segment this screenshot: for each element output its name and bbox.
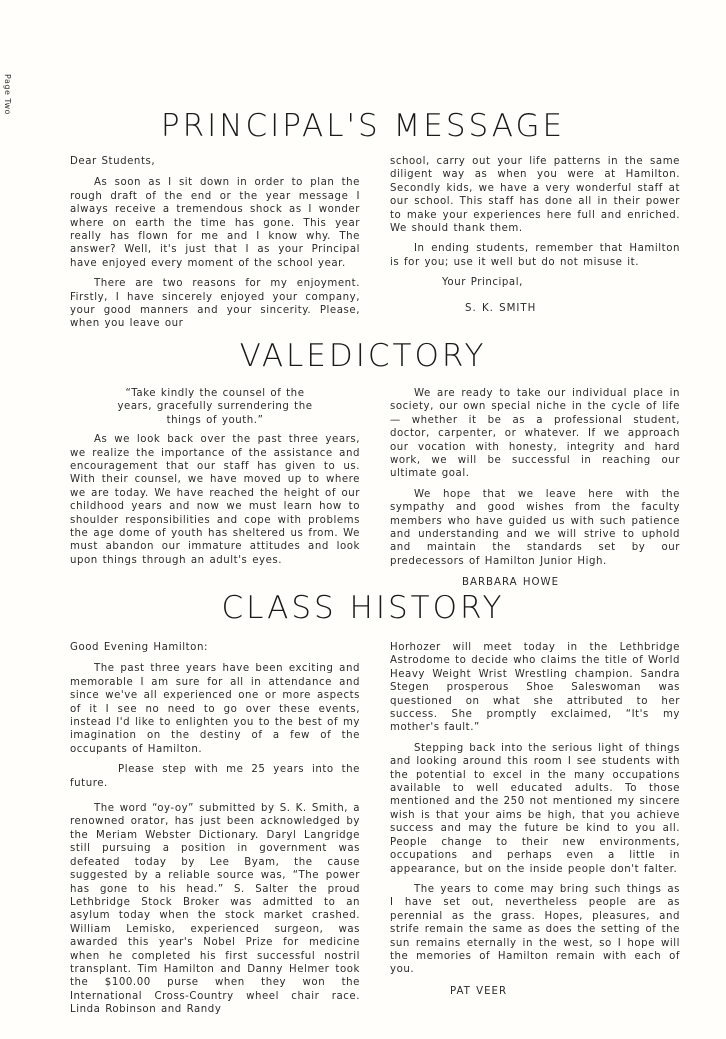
salutation: Good Evening Hamilton:	[70, 642, 208, 653]
class-history-right-column	[390, 641, 680, 1005]
paragraph: As soon as I sit down in order to plan the rough draft of the end or the year message I always receive a tremendous shock as I wonder where on earth the time has gone. This year really has flown for me and I know why. The answer? Well, it's just that I as your Principal have enjoyed every moment of the school year.	[70, 177, 360, 269]
paragraph: There are two reasons for my enjoyment. Firstly, I have sincerely enjoyed your company, your good manners and your sincerity. Please, when you leave our	[70, 278, 360, 330]
valedictory-right-column	[390, 387, 680, 597]
principals-message-title: PRINCIPAL'S MESSAGE	[160, 108, 566, 144]
valedictory-left-column	[70, 387, 360, 574]
closing: Your Principal,	[442, 277, 523, 289]
paragraph: The past three years have been exciting and memorable I am sure for all in attendance and since we've all experienced one or more aspects of it I see no need to go over these events, instead I'd like to enlighten you to the best of my imagination on the destiny of a few of the occupants of Hamilton.	[70, 663, 360, 755]
salutation: Dear Students,	[70, 156, 156, 167]
paragraph: In ending students, remember that Hamilton is for you; use it well but do not misuse it.	[390, 243, 680, 268]
principals-message-right-column	[390, 155, 680, 322]
paragraph: We hope that we leave here with the sympathy and good wishes from the faculty members who have guided us with such patience and understanding and we will strive to uphold and maintain the standards set by our predecessors of Hamilton Junior High.	[390, 488, 680, 567]
principals-message-left-column	[70, 155, 360, 338]
valedictory-title: VALEDICTORY	[239, 338, 487, 374]
paragraph: The years to come may bring such things as I have set out, nevertheless people are as perennial as the grass. Hopes, pleasures, and strife remain the same as does the setting of the sun remains eternally in the west, so I hope will the memories of Hamilton remain with each of you.	[390, 883, 680, 976]
signature: BARBARA HOWE	[462, 577, 560, 589]
signature: S. K. SMITH	[465, 302, 537, 314]
paragraph-continued: school, carry out your life patterns in the same diligent way as when you were at Hamilton. Secondly kids, we have a very wonderful staff at our school. This staff has done all in their power to make your experiences here full and enriched. We should thank them.	[390, 156, 680, 235]
paragraph: As we look back over the past three years, we realize the importance of the assistance and encouragement that our staff has given to us. With their counsel, we have moved up to where we are today. We have reached the height of our childhood years and now we must learn how to shoulder responsibilities and cope with problems the age dome of youth has sheltered us from. We must abandon our immature attitudes and look upon things through an adult's eyes.	[70, 434, 360, 566]
epigraph-quote: “Take kindly the counsel of the years, gracefully surrendering the things of youth.”	[117, 388, 313, 426]
paragraph: The word “oy-oy” submitted by S. K. Smith, a renowned orator, has just been acknowledged by the Meriam Webster Dictionary. Daryl Langridge still pursuing a position in government was defeated today by Lee Byam, the cause suggested by a reliable source was, “The power has gone to his head.” S. Salter the proud Lethbridge Stock Broker was admitted to an asylum today when the stock market crashed. William Lemisko, experienced surgeon, was awarded this year's Nobel Prize for medicine when he completed his first successful nostril transplant. Tim Hamilton and Danny Helmer took the $100.00 purse when they won the International Cross-Country wheel chair race. Linda Robinson and Randy	[70, 803, 360, 1016]
paragraph: We are ready to take our individual place in society, our own special niche in the cycle of life — whether it be as a professional student, doctor, carpenter, or whatever. If we approach our vocation with honesty, integrity and hard work, we will be successful in reaching our ultimate goal.	[390, 388, 680, 480]
paragraph-continued: Horhozer will meet today in the Lethbridge Astrodome to decide who claims the title of World Heavy Weight Wrist Wrestling champion. Sandra Stegen prosperous Shoe Saleswoman was questioned on what she attributed to her success. She promptly exclaimed, “It's my mother's fault.”	[390, 642, 680, 734]
page-number-label: Page Two	[3, 74, 12, 115]
signature: PAT VEER	[450, 985, 508, 997]
class-history-left-column	[70, 641, 360, 1024]
paragraph: Stepping back into the serious light of things and looking around this room I see students with the potential to excel in the many occupations available to well educated adults. To those mentioned and the 250 not mentioned my sincere wish is that your aims be high, that you achieve success and may the future be kind to you all. People change to their new environments, occupations and perhaps even a little in appearance, but on the inside people don't falter.	[390, 742, 680, 875]
paragraph: Please step with me 25 years into the future.	[70, 764, 360, 789]
class-history-title: CLASS HISTORY	[221, 590, 505, 626]
